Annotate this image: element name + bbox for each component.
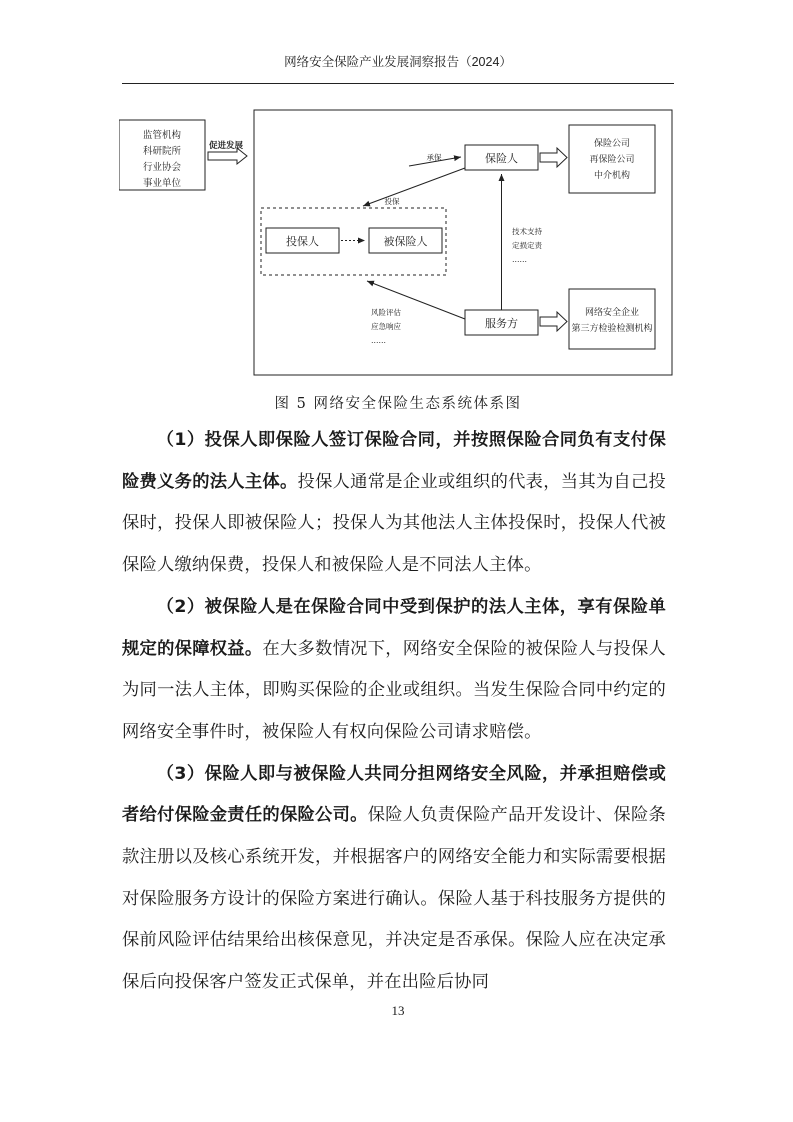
insurer-type-company: 保险公司 bbox=[593, 139, 631, 149]
stakeholder-regulator: 监管机构 bbox=[142, 130, 182, 141]
risk-more: …… bbox=[371, 336, 386, 345]
provider-type-testing: 第三方检验检测机构 bbox=[571, 324, 653, 334]
paragraph-insurer-body: 保险人负责保险产品开发设计、保险条款注册以及核心系统开发，并根据客户的网络安全能力和实际需要根据对保险服务方设计的保险方案进行确认。保险人基于科技服务方提供的保前风险评估结果给出核保意见，并决定是否承保。保险人应在决定承保后向投保客户签发正式保单，并在出险后协同 bbox=[122, 805, 666, 993]
paragraph-insurer-lead: （3）保险人即与被保险人共同分担网络安全风险，并承担赔偿或者给付保险金责任的保险公司。 bbox=[122, 763, 666, 826]
provider-types-arrow bbox=[540, 312, 567, 331]
insure-arrow bbox=[363, 168, 465, 206]
emergency-response-label: 应急响应 bbox=[371, 322, 401, 331]
stakeholder-institution: 事业单位 bbox=[142, 178, 182, 189]
policyholder-label: 投保人 bbox=[286, 235, 319, 248]
promote-label: 促进发展 bbox=[208, 141, 244, 151]
stakeholder-association: 行业协会 bbox=[142, 162, 182, 173]
loss-assessment-label: 定损定责 bbox=[512, 241, 542, 250]
provider-type-security: 网络安全企业 bbox=[584, 308, 640, 318]
paragraph-policyholder bbox=[122, 420, 666, 587]
running-header: 网络安全保险产业发展洞察报告（2024） bbox=[284, 55, 512, 69]
underwrite-label: 承保 bbox=[426, 153, 442, 162]
tech-support-more: …… bbox=[512, 255, 527, 264]
diagram-svg bbox=[119, 108, 675, 378]
insurer-types-arrow bbox=[540, 148, 567, 167]
paragraph-insured-body: 在大多数情况下，网络安全保险的被保险人与投保人为同一法人主体，即购买保险的企业或组织。当发生保险合同中约定的网络安全事件时，被保险人有权向保险公司请求赔偿。 bbox=[122, 638, 666, 742]
paragraph-insured bbox=[122, 587, 666, 754]
paragraph-policyholder-body: 投保人通常是企业或组织的代表，当其为自己投保时，投保人即被保险人；投保人为其他法人主体投保时，投保人代被保险人缴纳保费，投保人和被保险人是不同法人主体。 bbox=[122, 471, 666, 576]
paragraph-insured-lead: （2）被保险人是在保险合同中受到保护的法人主体，享有保险单规定的保障权益。 bbox=[122, 596, 666, 659]
header-rule bbox=[122, 83, 674, 84]
insurer-type-intermediary: 中介机构 bbox=[593, 171, 631, 181]
body-text bbox=[122, 420, 666, 1004]
figure-caption: 图 5 网络安全保险生态系统体系图 bbox=[274, 396, 522, 412]
page-number: 13 bbox=[391, 1003, 405, 1018]
insurer-type-reinsurer: 再保险公司 bbox=[589, 155, 635, 165]
risk-assessment-label: 风险评估 bbox=[371, 308, 401, 317]
insure-label: 投保 bbox=[384, 197, 400, 206]
provider-types-box bbox=[569, 289, 655, 349]
paragraph-policyholder-lead: （1）投保人即保险人签订保险合同，并按照保险合同负有支付保险费义务的法人主体。 bbox=[122, 430, 666, 492]
insured-label: 被保险人 bbox=[383, 235, 428, 248]
insurer-label: 保险人 bbox=[485, 152, 518, 165]
ecosystem-diagram bbox=[119, 108, 675, 378]
stakeholder-research: 科研院所 bbox=[142, 146, 182, 157]
service-provider-label: 服务方 bbox=[485, 317, 518, 330]
paragraph-insurer bbox=[122, 754, 666, 1004]
tech-support-label: 技术支持 bbox=[512, 227, 542, 236]
